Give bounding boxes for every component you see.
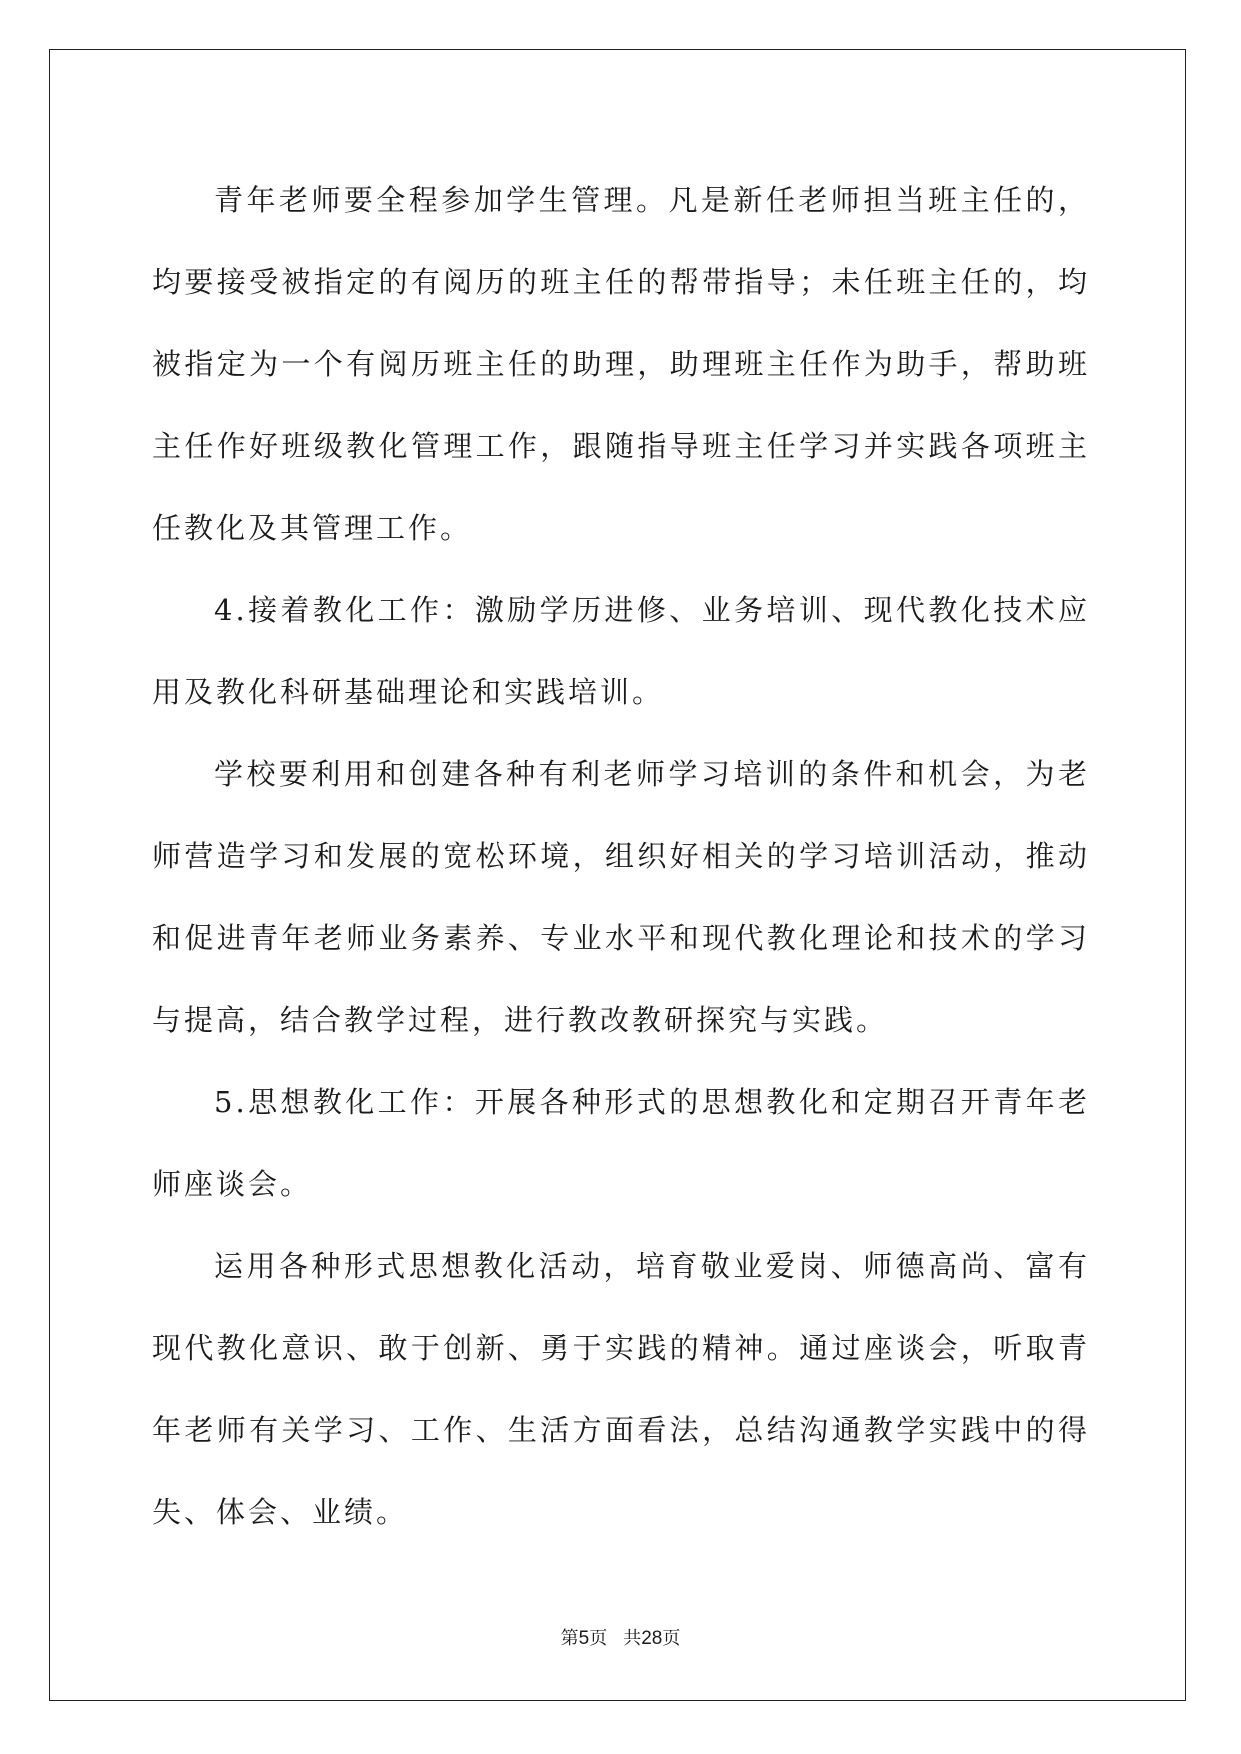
- paragraph: 运用各种形式思想教化活动，培育敬业爱岗、师德高尚、富有现代教化意识、敢于创新、勇于实践的精神。通过座谈会，听取青年老师有关学习、工作、生活方面看法，总结沟通教学实践中的得失、体会、业绩。: [152, 1249, 1090, 1529]
- paragraph: 学校要利用和创建各种有利老师学习培训的条件和机会，为老师营造学习和发展的宽松环境，组织好相关的学习培训活动，推动和促进青年老师业务素养、专业水平和现代教化理论和技术的学习与提高，结合教学过程，进行教改教研探究与实践。: [152, 757, 1090, 1037]
- page-footer: [0, 1624, 1241, 1650]
- page-label-prefix: 第: [560, 1628, 579, 1649]
- paragraph: 青年老师要全程参加学生管理。凡是新任老师担当班主任的，均要接受被指定的有阅历的班主任的帮带指导；未任班主任的，均被指定为一个有阅历班主任的助理，助理班主任作为助手，帮助班主任作好班级教化管理工作，跟随指导班主任学习并实践各项班主任教化及其管理工作。: [152, 183, 1090, 545]
- total-label-prefix: 共: [623, 1628, 642, 1649]
- total-label-suffix: 页: [662, 1628, 681, 1649]
- paragraph: 5.思想教化工作：开展各种形式的思想教化和定期召开青年老师座谈会。: [152, 1085, 1090, 1201]
- document-body: [152, 159, 1090, 1553]
- current-page-number: 5: [578, 1628, 590, 1649]
- paragraph: 4.接着教化工作：激励学历进修、业务培训、现代教化技术应用及教化科研基础理论和实践培训。: [152, 593, 1090, 709]
- page-label-suffix: 页: [589, 1628, 608, 1649]
- total-pages-number: 28: [641, 1628, 663, 1649]
